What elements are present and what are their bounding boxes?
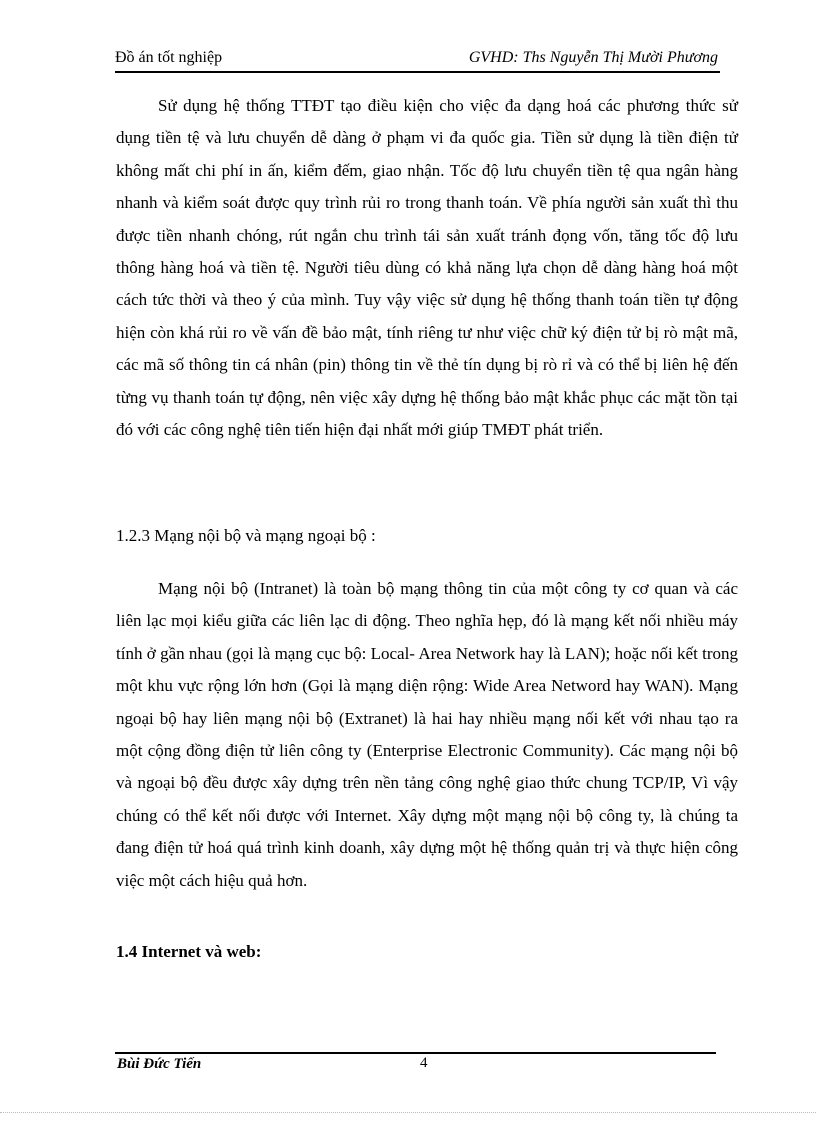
footer-author: Bùi Đức Tiến — [117, 1056, 202, 1072]
header-advisor: GVHD: Ths Nguyễn Thị Mười Phương — [468, 49, 718, 66]
page-number: 4 — [420, 1055, 428, 1071]
subsection-heading: 1.2.3 Mạng nội bộ và mạng ngoại bộ : — [116, 526, 376, 545]
section-heading: 1.4 Internet và web: — [116, 942, 262, 961]
page-header — [115, 49, 720, 73]
header-title: Đồ án tốt nghiệp — [115, 49, 223, 66]
page-boundary — [0, 1112, 816, 1113]
body-paragraph-1: Sử dụng hệ thống TTĐT tạo điều kiện cho việc đa dạng hoá các phương thức sử dụng tiền tệ và lưu chuyển dễ dàng ở phạm vi đa quốc gia. Tiền sử dụng là tiền điện tử không mất chi phí in ấn, kiểm đếm, giao nhận. Tốc độ lưu chuyển tiền tệ qua ngân hàng nhanh và kiểm soát được quy trình rủi ro trong thanh toán. Về phía người sản xuất thì thu được tiền nhanh chóng, rút ngắn chu trình tái sản xuất tránh đọng vốn, tăng tốc độ lưu thông hàng hoá và tiền tệ. Người tiêu dùng có khả năng lựa chọn dễ dàng hàng hoá một cách tức thời và theo ý của mình. Tuy vậy việc sử dụng hệ thống thanh toán tiền tự động hiện còn khá rủi ro về vấn đề bảo mật, tính riêng tư như việc chữ ký điện tử bị rò mật mã, các mã số thông tin cá nhân (pin) thông tin về thẻ tín dụng bị rò rỉ và có thể bị liên hệ đến từng vụ thanh toán tự động, nên việc xây dựng hệ thống bảo mật khắc phục các mặt tồn tại đó với các công nghệ tiên tiến hiện đại nhất mới giúp TMĐT phát triển. — [116, 96, 738, 440]
body-paragraph-2: Mạng nội bộ (Intranet) là toàn bộ mạng thông tin của một công ty cơ quan và các liên lạc mọi kiểu giữa các liên lạc di động. Theo nghĩa hẹp, đó là mạng kết nối nhiều máy tính ở gần nhau (gọi là mạng cục bộ: Local- Area Network hay là LAN); hoặc nối kết trong một khu vực rộng lớn hơn (Gọi là mạng diện rộng: Wide Area Netword hay WAN). Mạng ngoại bộ hay liên mạng nội bộ (Extranet) là hai hay nhiều mạng nối kết với nhau tạo ra một cộng đồng điện tử liên công ty (Enterprise Electronic Community). Các mạng nội bộ và ngoại bộ đều được xây dựng trên nền tảng công nghệ giao thức chung TCP/IP, Vì vậy chúng có thể kết nối được với Internet. Xây dựng một mạng nội bộ công ty, là chúng ta đang điện tử hoá quá trình kinh doanh, xây dựng một hệ thống quản trị và thực hiện công việc một cách hiệu quả hơn. — [116, 579, 738, 890]
footer-divider — [115, 1052, 716, 1054]
